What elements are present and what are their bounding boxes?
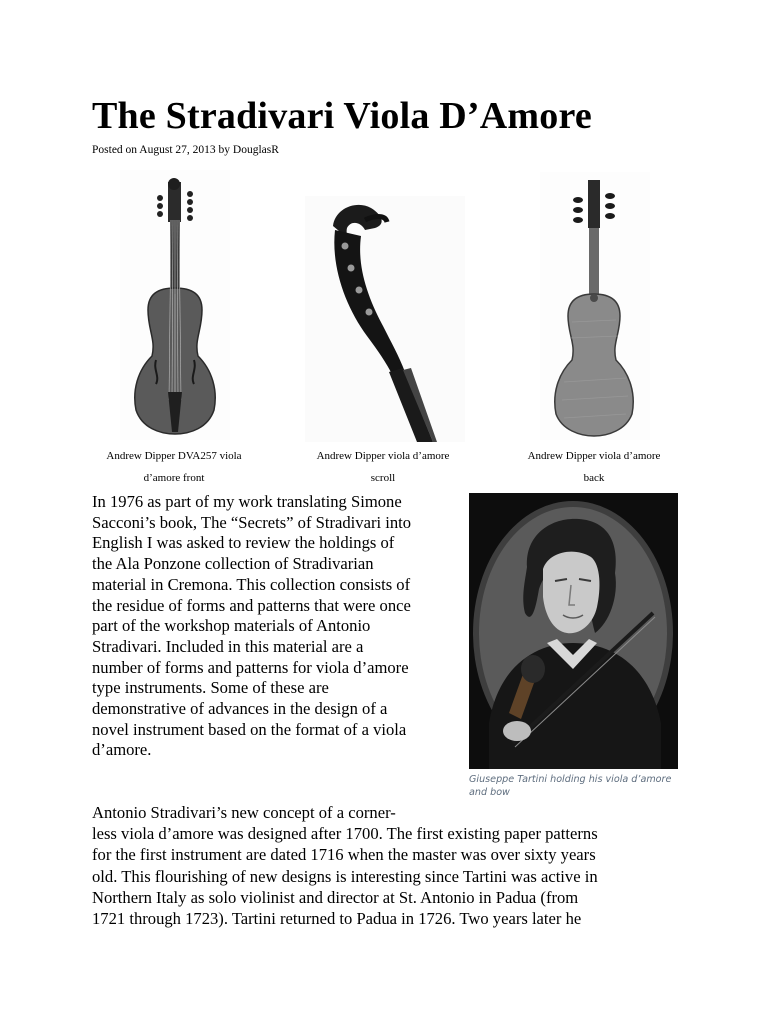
portrait-caption: Giuseppe Tartini holding his viola d’amore and bow <box>469 774 672 798</box>
viola-back-image <box>540 172 650 440</box>
body-paragraph: Antonio Stradivari’s new concept of a corner- less viola d’amore was designed after 1700. The first existing paper patterns for the first instrument are dated 1716 when the master was over sixty years old. This flourishing of new designs is interesting since Tartini was active in Northern Italy as solo violinist and director at St. Antonio in Padua (from 1721 through 1723). Tartini returned to Padua in 1726. Two years later he <box>92 803 598 929</box>
figure-caption-scroll: Andrew Dipper viola d’amore scroll <box>316 450 450 484</box>
post-meta: Posted on August 27, 2013 by DouglasR <box>92 144 279 156</box>
viola-scroll-image <box>305 196 465 442</box>
viola-front-image <box>120 170 230 440</box>
figure-caption-back: Andrew Dipper viola d’amore back <box>527 450 661 484</box>
figure-caption-front: Andrew Dipper DVA257 viola d’amore front <box>106 450 242 484</box>
tartini-portrait-image <box>469 493 678 769</box>
post-title: The Stradivari Viola D’Amore <box>92 95 592 137</box>
intro-paragraph: In 1976 as part of my work translating Simone Sacconi’s book, The “Secrets” of Stradivari into English I was asked to review the holdings of the Ala Ponzone collection of Stradivarian material in Cremona. This collection consists of the residue of forms and patterns that were once part of the workshop materials of Antonio Stradivari. Included in this material are a number of forms and patterns for viola d’amore type instruments. Some of these are demonstrative of advances in the design of a novel instrument based on the format of a viola d’amore. <box>92 492 412 760</box>
